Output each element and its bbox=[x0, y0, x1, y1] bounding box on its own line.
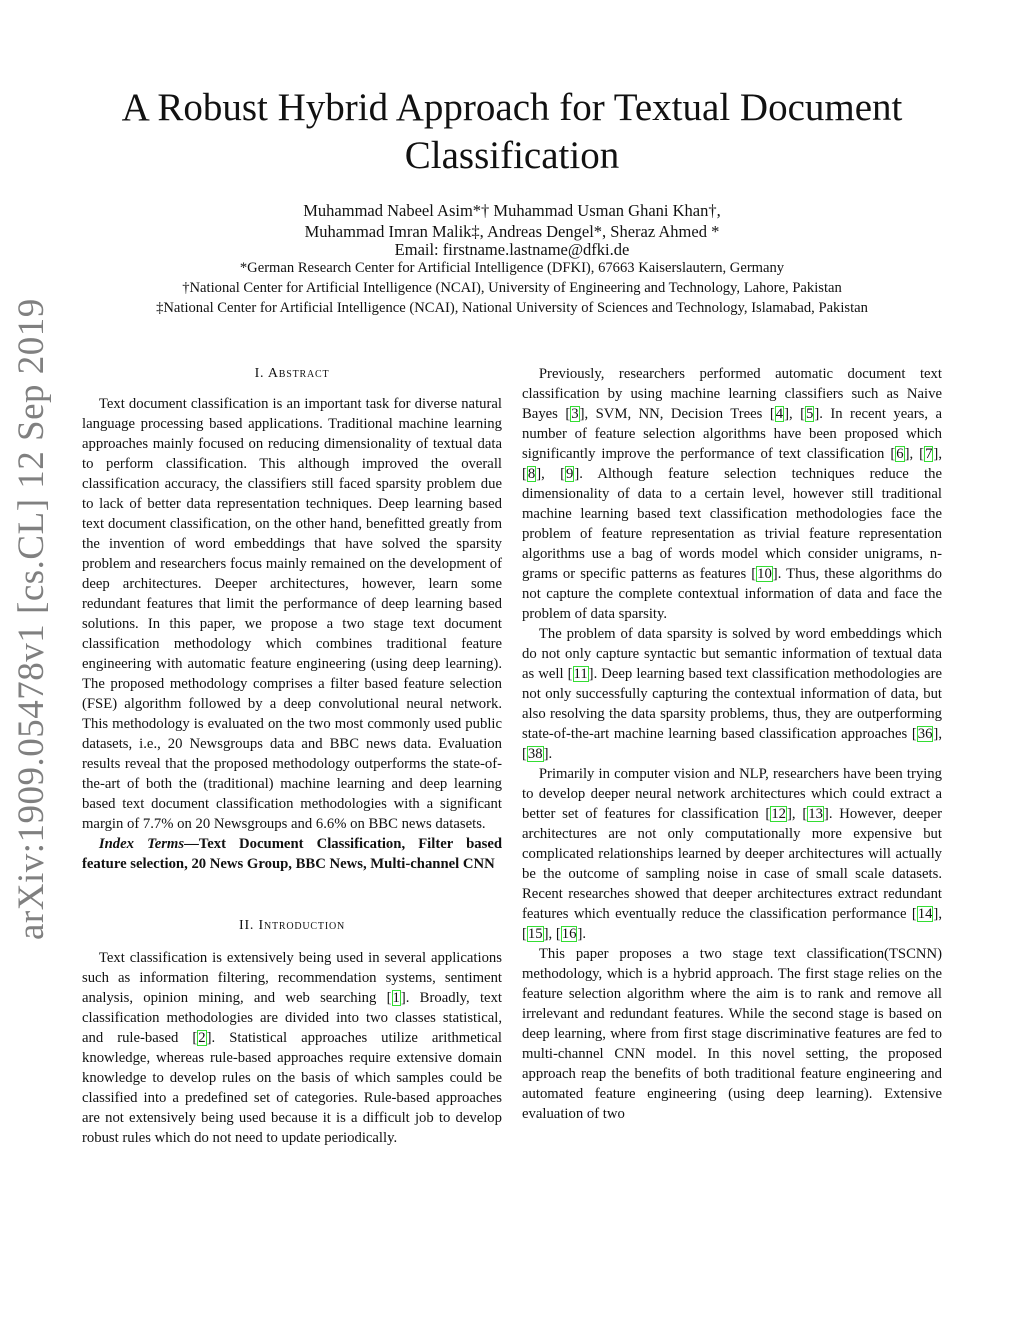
intro-paragraph-4: Primarily in computer vision and NLP, researchers have been trying to develop deeper neural network architectures which could extract a better set of features for classification [12], [13]. However, deeper architectures are not only computationally more expensive but complicated relationships learned by deeper architectures will actually be the outcome of sampling noise in case of small scale datasets. Recent researches showed that deeper architectures extract redundant features which eventually reduce the classification performance [14], [15], [16]. bbox=[522, 766, 942, 942]
right-column bbox=[522, 364, 942, 1124]
citation-link[interactable]: 5 bbox=[806, 406, 814, 422]
abstract-heading: I. Abstract bbox=[254, 366, 330, 381]
text-run: . bbox=[582, 926, 587, 942]
citation-link[interactable]: 38 bbox=[527, 746, 543, 762]
index-terms-label: Index Terms bbox=[98, 836, 185, 852]
intro-paragraph-5: This paper proposes a two stage text classification(TSCNN) methodology, which is a hybrid approach. The first stage relies on the feature selection algorithm where the aim is to rank and remove all irrelevant and redundant features. While the second stage is based on deep learning, where from first stage discriminative features are fed to multi-channel CNN model. In this novel setting, the proposed approach reap the benefits of both traditional feature engineering and automated feature engineering (using deep learning). Extensive evaluation of two bbox=[522, 946, 942, 1122]
citation-link[interactable]: 13 bbox=[808, 806, 823, 822]
intro-paragraph-3: The problem of data sparsity is solved by word embeddings which do not only capture syntactic but semantic information of textual data as well [11]. Deep learning based text classification methodologies are not only successfully capturing the contextual information of data, but also resolving the data sparsity problems, thus, they are outperforming state-of-the-art machine learning based classification approaches [36], [38]. bbox=[522, 626, 942, 762]
citation-link[interactable]: 14 bbox=[917, 906, 933, 922]
text-run: . Deep learning based text classification methodologies are not only successfully capturing the contextual information of data, but also resolving the data sparsity problems, thus, they are outperforming state-of-the-art machine learning based classification approaches bbox=[522, 666, 942, 742]
authors-line-1: Muhammad Nabeel Asim*† Muhammad Usman Ghani Khan†, bbox=[303, 201, 721, 220]
citation-link[interactable]: 2 bbox=[198, 1030, 206, 1046]
text-run: , bbox=[938, 906, 942, 922]
index-terms-text: —Text Document Classification, Filter based feature selection, 20 News Group, BBC News, Multi-channel CNN bbox=[82, 836, 503, 872]
citation-link[interactable]: 10 bbox=[757, 566, 772, 582]
affiliations bbox=[60, 258, 964, 318]
text-run: . However, deeper architectures are not only computationally more expensive but complicated relationships learned by deeper architectures will actually be the outcome of sampling noise in case of small scale datasets. Recent researches showed that deeper architectures extract redundant features which eventually reduce the classification performance bbox=[522, 806, 942, 922]
text-run: Text classification is extensively being used in several applications such as information filtering, recommendation systems, sentiment analysis, opinion mining, and web searching bbox=[82, 950, 502, 1006]
affiliation-ncai-nust: ‡National Center for Artificial Intelligence (NCAI), National University of Sciences and Technology, Islamabad, Pakistan bbox=[156, 300, 868, 316]
intro-paragraph-1: Text classification is extensively being used in several applications such as information filtering, recommendation systems, sentiment analysis, opinion mining, and web searching [1]. Broadly, text classification methodologies are divided into two classes statistical, and rule-based [2]. Statistical approaches utilize arithmetical knowledge, whereas rule-based approaches require extensive domain knowledge to develop rules on the basis of which samples could be classified into a predefined set of categories. Rule-based approaches are not extensively being used because it is a difficult job to develop robust rules which do not need to update periodically. bbox=[82, 950, 503, 1146]
paper-title: A Robust Hybrid Approach for Textual Document Classification bbox=[121, 86, 903, 177]
citation-link[interactable]: 8 bbox=[527, 466, 536, 482]
left-column bbox=[82, 364, 502, 1148]
abstract-text: Text document classification is an important task for diverse natural language processing based applications. Traditional machine learning approaches mainly focused on reducing dimensionality of textual data to perform classification. This although improved the overall classification accuracy, the classifiers still faced sparsity problem due to lack of better data representation techniques. Deep learning based text document classification, on the other hand, benefitted greatly from the invention of word embeddings that have solved the sparsity problem and researchers focus mainly remained on the development of deep architectures. Deeper architectures, however, learn some redundant features that limit the performance of deep learning based solutions. In this paper, we propose a two stage text document classification methodology which combines traditional feature engineering with automatic feature engineering (using deep learning). The proposed methodology comprises a filter based feature selection (FSE) algorithm followed by a deep convolutional neural network. This methodology is evaluated on the two most commonly used public datasets, i.e., 20 Newsgroups data and BBC news data. Evaluation results reveal that the proposed methodology outperforms the state-of-the-art of both the (traditional) machine learning and deep learning based text document classification methodologies with a significant margin of 7.7% on 20 Newsgroups and 6.6% on BBC news datasets. bbox=[82, 396, 502, 832]
authors-line-2: Muhammad Imran Malik‡, Andreas Dengel*, Sheraz Ahmed * bbox=[304, 222, 720, 241]
citation-link[interactable]: 36 bbox=[917, 726, 933, 742]
citation-link[interactable]: 11 bbox=[573, 666, 588, 682]
author-email: Email: firstname.lastname@dfki.de bbox=[394, 240, 630, 259]
text-run: , bbox=[788, 406, 801, 422]
text-run: . In recent years, a number of feature selection algorithms have been proposed which significantly improve the performance of text classification bbox=[522, 406, 942, 462]
citation-link[interactable]: 12 bbox=[771, 806, 787, 822]
citation-link[interactable]: 9 bbox=[566, 466, 574, 482]
arxiv-stamp: arXiv:1909.05478v1 [cs.CL] 12 Sep 2019 bbox=[11, 298, 52, 940]
citation-link[interactable]: 1 bbox=[392, 990, 400, 1006]
citation-link[interactable]: 7 bbox=[925, 446, 933, 462]
citation-link[interactable]: 4 bbox=[775, 406, 784, 422]
text-run: , bbox=[938, 446, 942, 462]
intro-paragraph-2: Previously, researchers performed automatic document text classification by using machine learning classifiers such as Naive Bayes [3], SVM, NN, Decision Trees [4], [5]. In recent years, a number of feature selection algorithms have been proposed which significantly improve the performance of text classification [6], [7], [8], [9]. Although feature selection techniques reduce the dimensionality of data to a certain level, however still traditional machine learning based text classification methodologies face the problem of feature representation as trivial feature representation algorithms use a bag of words model which consider unigrams, n-grams or specific patterns as features [10]. Thus, these algorithms do not capture the complete contextual information of data and face the problem of data sparsity. bbox=[522, 366, 943, 622]
affiliation-dfki: *German Research Center for Artificial Intelligence (DFKI), 67663 Kaiserslautern, Germany bbox=[239, 260, 785, 276]
text-run: , bbox=[938, 726, 942, 742]
text-run: , bbox=[541, 466, 561, 482]
text-run: . bbox=[548, 746, 553, 762]
text-run: Primarily in computer vision and NLP, researchers have been trying to develop deeper neural network architectures which could extract a better set of features for classification bbox=[522, 766, 942, 822]
citation-link[interactable]: 15 bbox=[527, 926, 543, 942]
text-run: . Thus, these algorithms do not capture the complete contextual information of data and face the problem of data sparsity. bbox=[522, 566, 942, 622]
citation-link[interactable]: 6 bbox=[896, 446, 904, 462]
text-run: , SVM, NN, Decision Trees bbox=[584, 406, 770, 422]
text-run: Previously, researchers performed automatic document text classification by using machine learning classifiers such as Naive Bayes bbox=[522, 366, 942, 422]
author-block bbox=[60, 200, 964, 258]
text-run: . Broadly, text classification methodologies are divided into two classes statistical, and rule-based bbox=[82, 990, 502, 1046]
text-run: , bbox=[909, 446, 920, 462]
citation-link[interactable]: 16 bbox=[561, 926, 577, 942]
index-terms bbox=[82, 834, 502, 874]
introduction-heading: II. Introduction bbox=[238, 918, 345, 933]
text-run: . Statistical approaches utilize arithmetical knowledge, whereas rule-based approaches require extensive domain knowledge to develop rules on the basis of which samples could be classified into a predefined set of categories. Rule-based approaches are not extensively being used because it is a difficult job to develop robust rules which do not need to update periodically. bbox=[82, 1030, 503, 1146]
affiliation-ncai-uet: †National Center for Artificial Intelligence (NCAI), University of Engineering and Technology, Lahore, Pakistan bbox=[182, 280, 842, 296]
text-run: . Although feature selection techniques reduce the dimensionality of data to a certain level, however still traditional machine learning based text classification methodologies face the problem of feature representation as trivial feature representation algorithms use a bag of words model which consider unigrams, n-grams or specific patterns as features bbox=[522, 466, 943, 582]
citation-link[interactable]: 3 bbox=[571, 406, 579, 422]
text-run: The problem of data sparsity is solved by word embeddings which do not only capture syntactic but semantic information of textual data as well bbox=[522, 626, 942, 682]
text-run: , bbox=[548, 926, 556, 942]
text-run: , bbox=[791, 806, 803, 822]
